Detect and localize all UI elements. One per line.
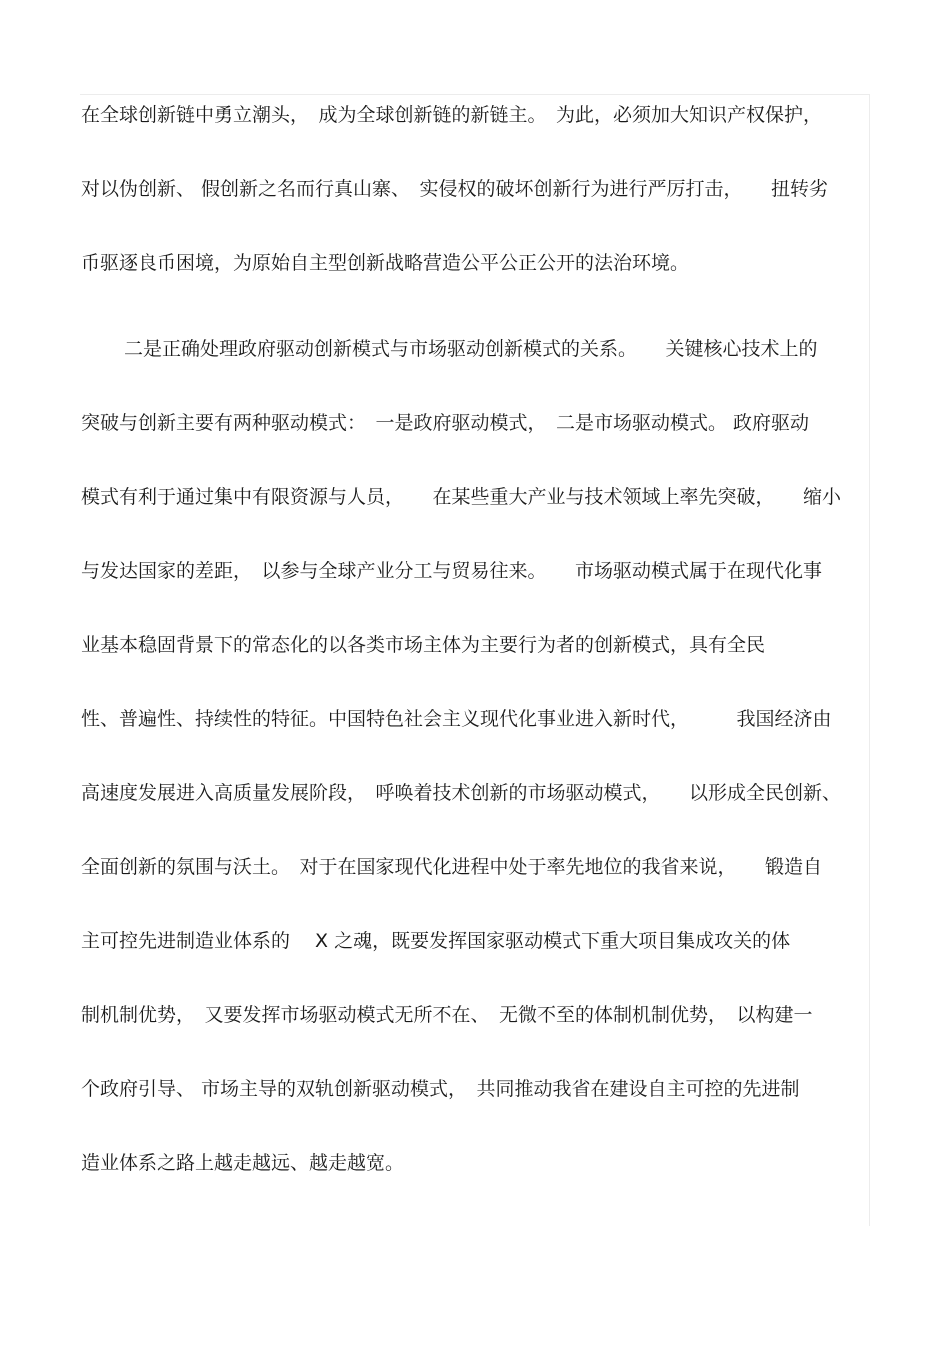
- text-line: 高速度发展进入高质量发展阶段， 呼唤着技术创新的市场驱动模式， 以形成全民创新、: [81, 782, 842, 804]
- text-line: 制机制优势， 又要发挥市场驱动模式无所不在、 无微不至的体制机制优势， 以构建一: [81, 1004, 813, 1026]
- page-top-border: [80, 94, 870, 95]
- text-line: 个政府引导、 市场主导的双轨创新驱动模式， 共同推动我省在建设自主可控的先进制: [81, 1078, 800, 1100]
- text-line: 模式有利于通过集中有限资源与人员， 在某些重大产业与技术领域上率先突破， 缩小: [81, 486, 842, 508]
- text-line: 对以伪创新、 假创新之名而行真山寨、 实侵权的破坏创新行为进行严厉打击， 扭转劣: [81, 178, 829, 200]
- text-line: 造业体系之路上越走越远、越走越宽。: [81, 1152, 405, 1174]
- text-line: 突破与创新主要有两种驱动模式： 一是政府驱动模式， 二是市场驱动模式。 政府驱动: [81, 412, 810, 434]
- text-line: 业基本稳固背景下的常态化的以各类市场主体为主要行为者的创新模式，具有全民: [81, 634, 766, 656]
- text-line: 性、普遍性、持续性的特征。中国特色社会主义现代化事业进入新时代， 我国经济由: [81, 708, 832, 730]
- text-line: 全面创新的氛围与沃土。 对于在国家现代化进程中处于率先地位的我省来说， 锻造自: [81, 856, 823, 878]
- text-line: 与发达国家的差距， 以参与全球产业分工与贸易往来。 市场驱动模式属于在现代化事: [81, 560, 823, 582]
- text-line: 币驱逐良币困境，为原始自主型创新战略营造公平公正公开的法治环境。: [81, 252, 690, 274]
- text-line: 主可控先进制造业体系的 X 之魂，既要发挥国家驱动模式下重大项目集成攻关的体: [81, 930, 791, 952]
- text-line: 在全球创新链中勇立潮头， 成为全球创新链的新链主。 为此，必须加大知识产权保护，: [81, 104, 823, 126]
- text-line: 二是正确处理政府驱动创新模式与市场驱动创新模式的关系。 关键核心技术上的: [124, 338, 818, 360]
